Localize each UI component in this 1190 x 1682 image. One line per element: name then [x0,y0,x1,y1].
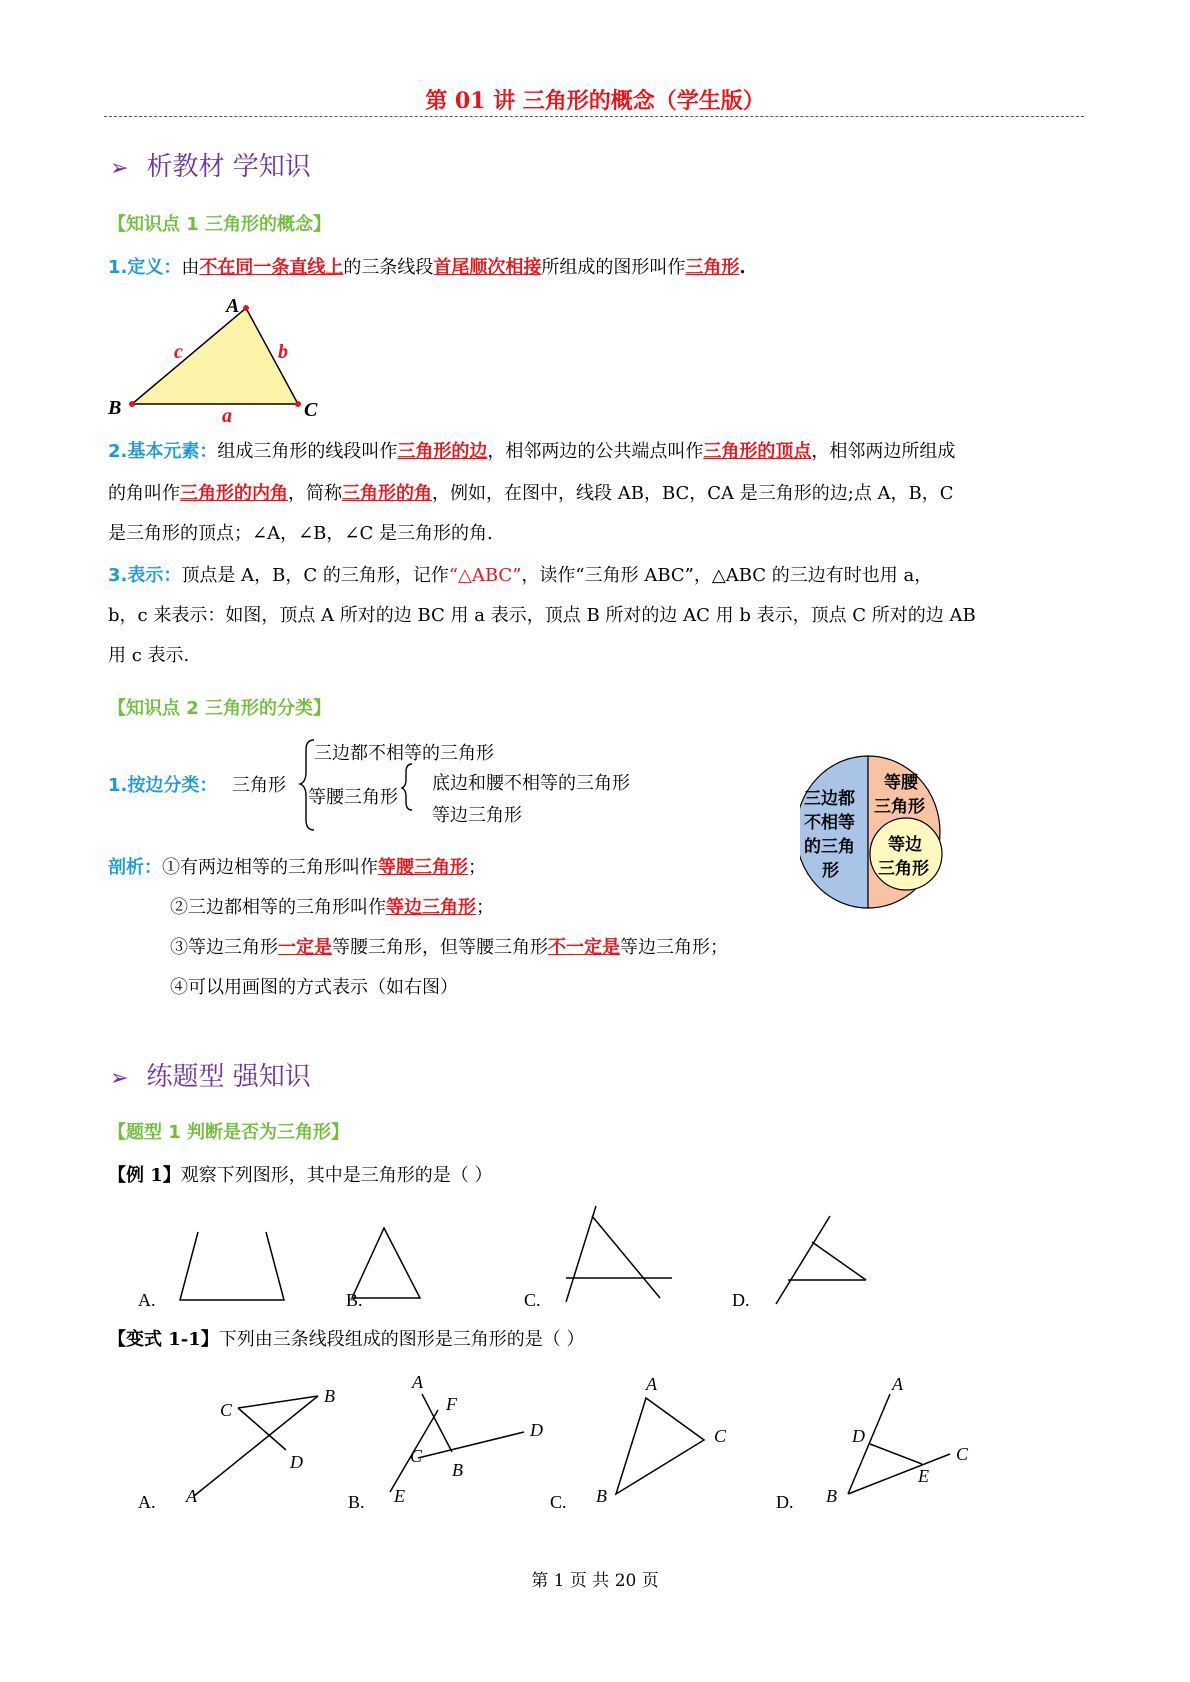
classify-equilateral: 等边三角形 [432,805,522,826]
vertex-c-dot [295,401,301,407]
svg-text:E: E [394,1486,405,1506]
inner-brace [402,764,412,810]
notation-line-2: b，c 来表示：如图，顶点 A 所对的边 BC 用 a 表示，顶点 B 所对的边 AC 用 b 表示，顶点 C 所对的边 AB [108,605,976,626]
example-1-option-c-figure [566,1206,672,1302]
arrow-icon: ➢ [110,1066,129,1091]
example-1-option-b-label: B. [346,1290,363,1310]
side-c-label: c [174,341,183,363]
variant-option-d-label: D. [776,1492,794,1512]
svg-text:A: A [892,1374,903,1394]
svg-text:的三角: 的三角 [804,837,855,856]
svg-text:D: D [290,1452,303,1472]
title-divider [104,116,1084,117]
svg-text:C: C [410,1446,423,1466]
variant-1-1-figures [100,1368,1000,1528]
triangle-shape [132,308,298,404]
variant-option-c-labels [596,1374,727,1506]
classify-label: 1.按边分类： [108,775,218,796]
classify-iso-non-equilateral: 底边和腰不相等的三角形 [432,773,630,794]
example-1-figures [100,1204,900,1314]
outer-brace [300,740,314,830]
label-c: C [304,399,318,421]
question-type-1: 【题型 1 判断是否为三角形】 [108,1122,350,1143]
svg-text:A: A [646,1374,657,1394]
vertex-b-dot [129,401,135,407]
svg-text:A: A [186,1486,197,1506]
variant-option-c-label: C. [550,1492,567,1512]
example-1-option-c-label: C. [524,1290,541,1310]
example-1-option-d-label: D. [732,1290,750,1310]
page-footer: 第 1 页 共 20 页 [531,1571,659,1591]
notation-line-1: 3.表示：顶点是 A，B，C 的三角形，记作“△ABC”，读作“三角形 ABC”，△ABC 的三边有时也用 a， [108,565,933,586]
triangle-abc-figure [100,292,340,422]
example-1-option-a-figure [180,1232,284,1300]
side-a-label: a [222,405,232,422]
classify-root: 三角形 [232,775,286,796]
analysis-2: ②三边都相等的三角形叫作等边三角形； [170,897,494,918]
section-heading-1: ➢ 析教材 学知识 [110,152,311,182]
side-b-label: b [278,341,288,363]
svg-text:三角形: 三角形 [874,797,925,816]
triangle-classification-venn [800,752,952,912]
example-1-option-d-figure [776,1216,866,1304]
elements-line-3: 是三角形的顶点；∠A，∠B，∠C 是三角形的角. [108,523,493,544]
variant-option-d-labels [826,1374,969,1506]
svg-text:等腰: 等腰 [884,773,918,792]
svg-text:B: B [324,1386,335,1406]
svg-text:形: 形 [822,861,839,880]
arrow-icon: ➢ [110,156,129,181]
elements-line-1: 2.基本元素：组成三角形的线段叫作三角形的边，相邻两边的公共端点叫作三角形的顶点，相邻两边所组成 [108,441,956,462]
venn-left-half [800,756,868,908]
variant-option-c-figure [616,1398,704,1494]
analysis-4: ④可以用画图的方式表示（如右图） [170,977,458,998]
vertex-a-dot [243,305,249,311]
venn-inner-circle [870,818,942,890]
svg-text:D: D [852,1426,865,1446]
page-title: 第 01 讲 三角形的概念（学生版） [425,88,765,114]
analysis-3: ③等边三角形一定是等腰三角形，但等腰三角形不一定是等边三角形； [170,937,728,958]
svg-text:B: B [826,1486,837,1506]
svg-text:三边都: 三边都 [804,789,855,808]
svg-text:A: A [412,1372,423,1392]
svg-text:C: C [956,1444,969,1464]
knowledge-point-1: 【知识点 1 三角形的概念】 [108,214,332,235]
variant-1-1-question: 【变式 1-1】下列由三条线段组成的图形是三角形的是（ ） [108,1329,585,1350]
example-1-option-b-figure [352,1228,420,1298]
svg-text:F: F [446,1394,457,1414]
variant-option-b-labels [393,1372,543,1506]
svg-text:不相等: 不相等 [804,813,855,832]
definition-line: 1.定义：由不在同一条直线上的三条线段首尾顺次相接所组成的图形叫作三角形. [108,257,746,278]
svg-text:B: B [452,1460,463,1480]
svg-text:B: B [596,1486,607,1506]
label-b: B [108,397,122,419]
svg-text:C: C [220,1400,233,1420]
section-heading-2: ➢ 练题型 强知识 [110,1062,311,1092]
label-a: A [226,295,240,317]
variant-option-a-figure [194,1396,318,1496]
svg-text:C: C [714,1426,727,1446]
example-1-option-a-label: A. [138,1290,156,1310]
notation-line-3: 用 c 表示. [108,645,190,666]
analysis-1: 剖析：①有两边相等的三角形叫作等腰三角形； [108,857,486,878]
variant-option-a-label: A. [138,1492,156,1512]
classify-scalene: 三边都不相等的三角形 [314,743,494,764]
svg-text:三角形: 三角形 [878,859,929,878]
knowledge-point-2: 【知识点 2 三角形的分类】 [108,698,332,719]
classify-isosceles: 等腰三角形 [308,787,398,808]
variant-option-b-label: B. [348,1492,365,1512]
elements-line-2: 的角叫作三角形的内角，简称三角形的角，例如，在图中，线段 AB，BC，CA 是三角形的边;点 A，B，C [108,483,954,504]
svg-text:D: D [530,1420,543,1440]
example-1-question: 【例 1】观察下列图形，其中是三角形的是（ ） [108,1165,493,1186]
svg-text:E: E [918,1466,929,1486]
svg-text:等边: 等边 [888,835,922,854]
